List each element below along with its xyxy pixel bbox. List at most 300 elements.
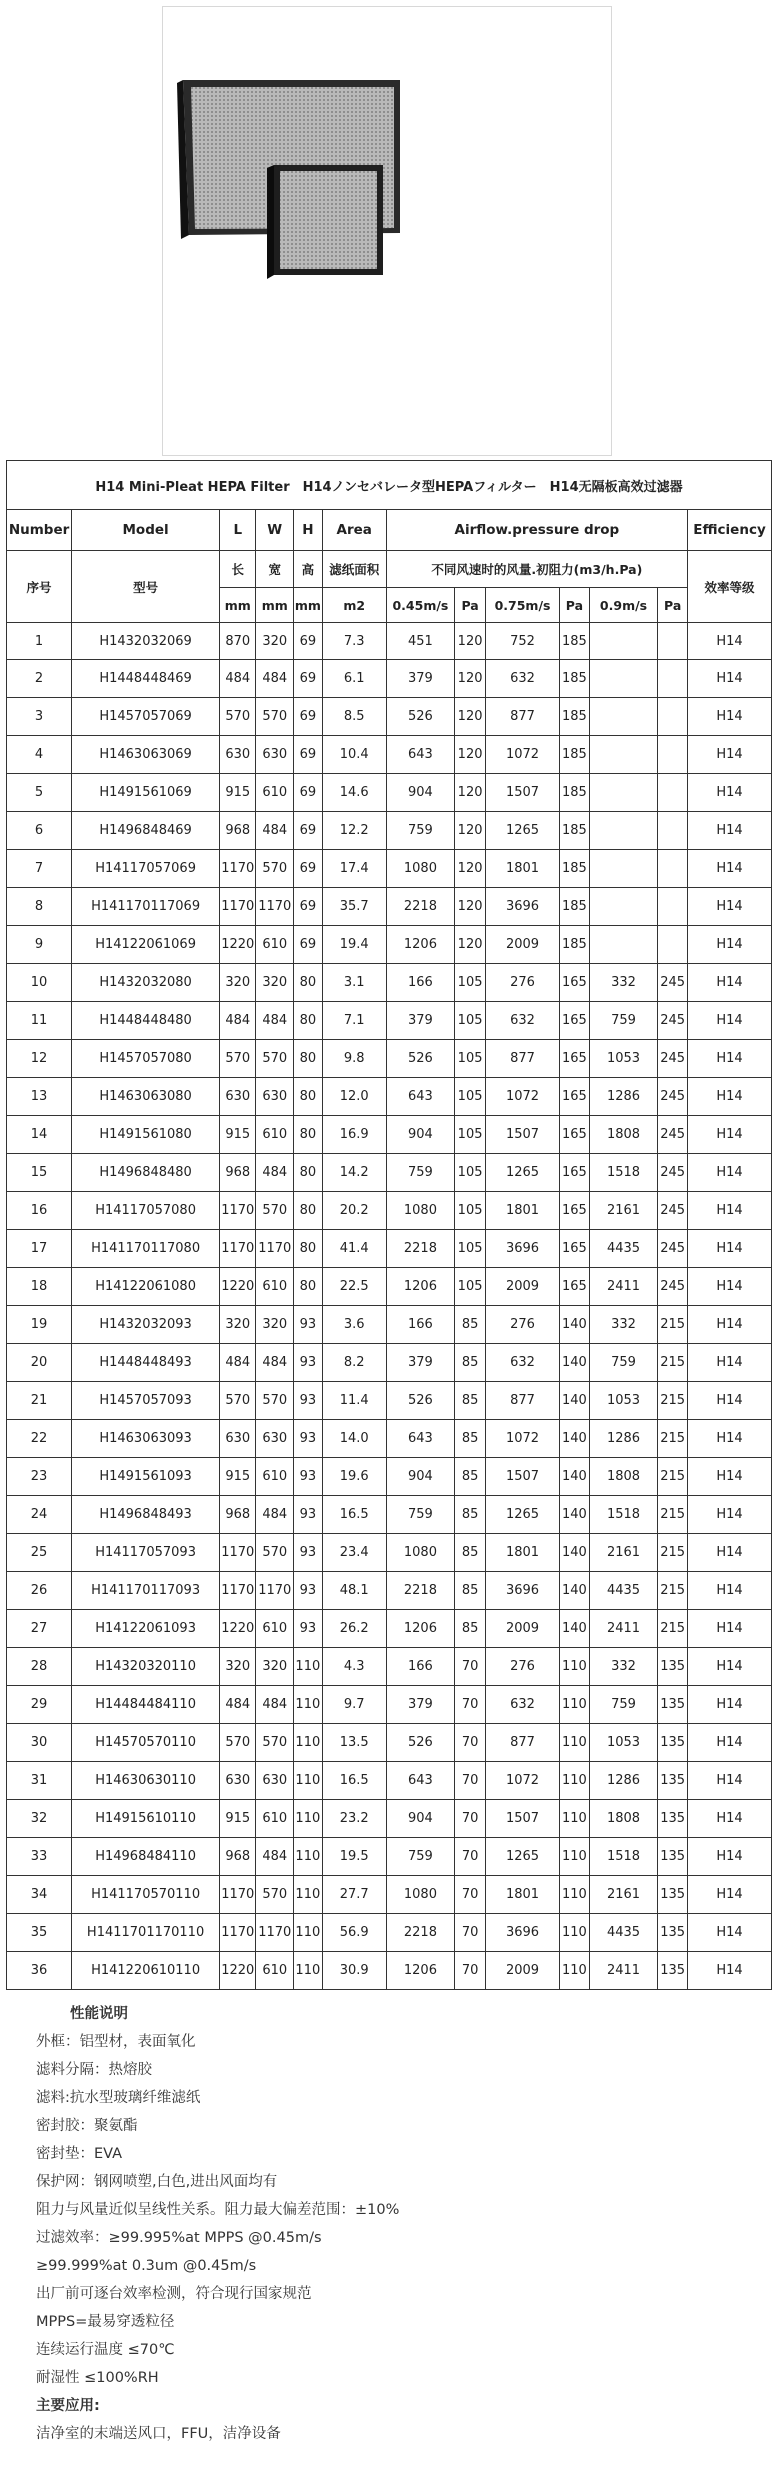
row-width: 1170	[256, 1230, 294, 1268]
row-flow-075: 276	[486, 1306, 560, 1344]
row-height: 80	[294, 1192, 323, 1230]
row-width: 570	[256, 1382, 294, 1420]
row-flow-075: 1265	[486, 1496, 560, 1534]
table-row	[7, 1116, 772, 1154]
row-model: H14122061069	[72, 926, 220, 964]
row-pa-09: 135	[658, 1800, 688, 1838]
row-length: 1220	[220, 1268, 256, 1306]
row-pa-075: 185	[560, 774, 590, 812]
row-pa-045: 85	[455, 1458, 486, 1496]
row-flow-045: 2218	[386, 1230, 454, 1268]
row-efficiency: H14	[688, 1420, 772, 1458]
row-model: H14117057080	[72, 1192, 220, 1230]
row-height: 93	[294, 1496, 323, 1534]
row-flow-045: 166	[386, 1648, 454, 1686]
row-pa-09: 135	[658, 1838, 688, 1876]
unit-pa-2: Pa	[560, 588, 590, 623]
row-flow-045: 166	[386, 1306, 454, 1344]
row-flow-045: 1206	[386, 1268, 454, 1306]
row-efficiency: H14	[688, 1344, 772, 1382]
row-flow-045: 526	[386, 698, 454, 736]
col-area: Area	[322, 510, 386, 551]
row-model: H1491561080	[72, 1116, 220, 1154]
row-area: 12.2	[322, 812, 386, 850]
col-eff-cn: 效率等级	[688, 551, 772, 623]
row-number: 21	[7, 1382, 72, 1420]
row-number: 27	[7, 1610, 72, 1648]
table-row	[7, 1230, 772, 1268]
row-flow-045: 379	[386, 1002, 454, 1040]
row-area: 12.0	[322, 1078, 386, 1116]
row-area: 9.8	[322, 1040, 386, 1078]
row-pa-075: 110	[560, 1762, 590, 1800]
row-pa-045: 105	[455, 1192, 486, 1230]
row-width: 630	[256, 1078, 294, 1116]
row-pa-045: 70	[455, 1838, 486, 1876]
row-flow-075: 2009	[486, 1268, 560, 1306]
row-area: 16.9	[322, 1116, 386, 1154]
row-number: 20	[7, 1344, 72, 1382]
row-flow-09: 759	[589, 1002, 657, 1040]
row-pa-09: 215	[658, 1610, 688, 1648]
row-width: 630	[256, 736, 294, 774]
row-number: 30	[7, 1724, 72, 1762]
row-flow-075: 1801	[486, 850, 560, 888]
row-number: 4	[7, 736, 72, 774]
row-model: H14122061093	[72, 1610, 220, 1648]
row-height: 80	[294, 1078, 323, 1116]
row-pa-09: 215	[658, 1306, 688, 1344]
row-pa-075: 185	[560, 926, 590, 964]
row-length: 1170	[220, 1876, 256, 1914]
row-width: 484	[256, 660, 294, 698]
row-length: 915	[220, 1116, 256, 1154]
row-pa-045: 120	[455, 660, 486, 698]
row-pa-09: 215	[658, 1572, 688, 1610]
row-width: 570	[256, 1192, 294, 1230]
row-pa-09: 215	[658, 1344, 688, 1382]
row-efficiency: H14	[688, 660, 772, 698]
row-pa-045: 85	[455, 1382, 486, 1420]
row-efficiency: H14	[688, 1762, 772, 1800]
row-pa-09	[658, 774, 688, 812]
row-number: 24	[7, 1496, 72, 1534]
row-flow-075: 877	[486, 1382, 560, 1420]
row-pa-075: 185	[560, 736, 590, 774]
row-model: H1491561093	[72, 1458, 220, 1496]
row-model: H14122061080	[72, 1268, 220, 1306]
row-height: 93	[294, 1610, 323, 1648]
row-pa-09: 245	[658, 1002, 688, 1040]
col-h: H	[294, 510, 323, 551]
row-pa-075: 165	[560, 964, 590, 1002]
row-height: 110	[294, 1686, 323, 1724]
row-efficiency: H14	[688, 1192, 772, 1230]
row-pa-09	[658, 888, 688, 926]
row-flow-045: 526	[386, 1724, 454, 1762]
row-width: 484	[256, 1496, 294, 1534]
row-area: 11.4	[322, 1382, 386, 1420]
row-area: 26.2	[322, 1610, 386, 1648]
row-flow-075: 3696	[486, 1572, 560, 1610]
row-flow-09: 332	[589, 1648, 657, 1686]
row-model: H1432032080	[72, 964, 220, 1002]
row-flow-075: 1507	[486, 774, 560, 812]
row-flow-075: 1072	[486, 736, 560, 774]
row-width: 610	[256, 1952, 294, 1990]
row-flow-09: 1518	[589, 1154, 657, 1192]
col-l: L	[220, 510, 256, 551]
row-area: 48.1	[322, 1572, 386, 1610]
row-flow-045: 2218	[386, 1572, 454, 1610]
row-pa-075: 110	[560, 1724, 590, 1762]
row-length: 968	[220, 1838, 256, 1876]
table-row	[7, 1534, 772, 1572]
row-efficiency: H14	[688, 1914, 772, 1952]
table-row	[7, 1002, 772, 1040]
row-flow-09: 2411	[589, 1610, 657, 1648]
row-pa-09: 215	[658, 1496, 688, 1534]
row-model: H1448448469	[72, 660, 220, 698]
row-flow-09: 4435	[589, 1914, 657, 1952]
note-line: 耐湿性 ≤100%RH	[36, 2370, 159, 2386]
note-line: ≥99.999%at 0.3um @0.45m/s	[36, 2258, 257, 2274]
table-row	[7, 1724, 772, 1762]
unit-pa-1: Pa	[455, 588, 486, 623]
row-efficiency: H14	[688, 1952, 772, 1990]
row-model: H1411701170110	[72, 1914, 220, 1952]
row-pa-045: 120	[455, 850, 486, 888]
row-efficiency: H14	[688, 1800, 772, 1838]
row-length: 484	[220, 1344, 256, 1382]
row-length: 630	[220, 736, 256, 774]
row-efficiency: H14	[688, 1838, 772, 1876]
row-efficiency: H14	[688, 1230, 772, 1268]
row-length: 968	[220, 812, 256, 850]
row-pa-09: 135	[658, 1686, 688, 1724]
note-line: 连续运行温度 ≤70℃	[36, 2342, 175, 2358]
row-flow-045: 1206	[386, 1610, 454, 1648]
row-flow-09	[589, 623, 657, 660]
row-width: 484	[256, 812, 294, 850]
row-height: 69	[294, 774, 323, 812]
row-area: 30.9	[322, 1952, 386, 1990]
table-title: H14 Mini-Pleat HEPA Filter H14ノンセバレータ型HEPAフィルター H14无隔板高效过滤器	[7, 461, 772, 510]
row-pa-075: 185	[560, 812, 590, 850]
row-length: 630	[220, 1762, 256, 1800]
row-flow-075: 3696	[486, 1230, 560, 1268]
table-row	[7, 1952, 772, 1990]
row-flow-09: 2411	[589, 1952, 657, 1990]
row-width: 630	[256, 1762, 294, 1800]
row-efficiency: H14	[688, 1154, 772, 1192]
row-number: 28	[7, 1648, 72, 1686]
row-flow-075: 276	[486, 1648, 560, 1686]
row-efficiency: H14	[688, 1876, 772, 1914]
row-flow-045: 904	[386, 1458, 454, 1496]
note-line: 阻力与风量近似呈线性关系。阻力最大偏差范围：±10%	[36, 2202, 400, 2218]
row-pa-09: 245	[658, 1078, 688, 1116]
row-number: 15	[7, 1154, 72, 1192]
row-width: 484	[256, 1002, 294, 1040]
table-row	[7, 964, 772, 1002]
table-row	[7, 1268, 772, 1306]
row-flow-09: 1286	[589, 1420, 657, 1458]
product-photo	[162, 6, 612, 456]
row-length: 320	[220, 964, 256, 1002]
row-flow-09	[589, 850, 657, 888]
row-height: 80	[294, 1116, 323, 1154]
row-length: 968	[220, 1154, 256, 1192]
row-length: 1220	[220, 926, 256, 964]
table-row	[7, 1686, 772, 1724]
row-flow-045: 166	[386, 964, 454, 1002]
row-pa-09: 135	[658, 1724, 688, 1762]
row-area: 6.1	[322, 660, 386, 698]
row-flow-045: 1206	[386, 1952, 454, 1990]
row-model: H1457057080	[72, 1040, 220, 1078]
row-pa-075: 140	[560, 1420, 590, 1458]
row-length: 915	[220, 1458, 256, 1496]
row-pa-075: 165	[560, 1268, 590, 1306]
table-row	[7, 1800, 772, 1838]
unit-pa-3: Pa	[658, 588, 688, 623]
row-pa-075: 140	[560, 1496, 590, 1534]
row-pa-075: 140	[560, 1382, 590, 1420]
row-area: 3.1	[322, 964, 386, 1002]
row-pa-045: 85	[455, 1496, 486, 1534]
row-pa-075: 165	[560, 1192, 590, 1230]
row-flow-09: 1518	[589, 1838, 657, 1876]
row-efficiency: H14	[688, 1002, 772, 1040]
row-efficiency: H14	[688, 1648, 772, 1686]
row-pa-09: 135	[658, 1648, 688, 1686]
col-airflow-cn: 不同风速时的风量.初阻力(m3/h.Pa)	[386, 551, 687, 588]
row-flow-075: 632	[486, 1002, 560, 1040]
row-flow-045: 379	[386, 1344, 454, 1382]
row-model: H1457057093	[72, 1382, 220, 1420]
row-flow-09	[589, 812, 657, 850]
hepa-filter-illustration	[163, 7, 611, 455]
row-efficiency: H14	[688, 1724, 772, 1762]
row-pa-075: 110	[560, 1876, 590, 1914]
table-row	[7, 736, 772, 774]
row-area: 23.4	[322, 1534, 386, 1572]
row-area: 19.5	[322, 1838, 386, 1876]
row-length: 1220	[220, 1952, 256, 1990]
row-width: 484	[256, 1838, 294, 1876]
note-line: 过滤效率：≥99.995%at MPPS @0.45m/s	[36, 2230, 322, 2246]
row-flow-09: 332	[589, 964, 657, 1002]
note-line: MPPS=最易穿透粒径	[36, 2314, 175, 2330]
row-number: 11	[7, 1002, 72, 1040]
table-row	[7, 1344, 772, 1382]
row-efficiency: H14	[688, 1686, 772, 1724]
row-pa-09	[658, 698, 688, 736]
row-pa-075: 185	[560, 850, 590, 888]
row-area: 7.1	[322, 1002, 386, 1040]
table-row	[7, 1306, 772, 1344]
row-height: 110	[294, 1724, 323, 1762]
row-efficiency: H14	[688, 1040, 772, 1078]
table-row	[7, 698, 772, 736]
row-width: 610	[256, 926, 294, 964]
row-pa-09	[658, 850, 688, 888]
row-flow-09: 4435	[589, 1572, 657, 1610]
row-flow-045: 643	[386, 736, 454, 774]
row-width: 484	[256, 1344, 294, 1382]
row-pa-045: 120	[455, 926, 486, 964]
row-pa-09: 135	[658, 1762, 688, 1800]
row-efficiency: H14	[688, 964, 772, 1002]
row-height: 93	[294, 1458, 323, 1496]
table-row	[7, 926, 772, 964]
row-pa-045: 70	[455, 1762, 486, 1800]
note-line: 滤料分隔：热熔胶	[36, 2062, 152, 2078]
row-model: H1448448493	[72, 1344, 220, 1382]
row-pa-075: 140	[560, 1306, 590, 1344]
row-efficiency: H14	[688, 812, 772, 850]
row-model: H14570570110	[72, 1724, 220, 1762]
row-number: 2	[7, 660, 72, 698]
row-flow-09	[589, 698, 657, 736]
row-number: 5	[7, 774, 72, 812]
note-line: 出厂前可逐台效率检测，符合现行国家规范	[36, 2286, 312, 2302]
row-flow-09: 4435	[589, 1230, 657, 1268]
row-pa-075: 165	[560, 1078, 590, 1116]
row-model: H141220610110	[72, 1952, 220, 1990]
row-flow-045: 904	[386, 1800, 454, 1838]
row-pa-09: 135	[658, 1952, 688, 1990]
row-flow-075: 2009	[486, 926, 560, 964]
row-pa-075: 110	[560, 1952, 590, 1990]
row-number: 22	[7, 1420, 72, 1458]
row-flow-075: 2009	[486, 1952, 560, 1990]
table-row	[7, 660, 772, 698]
row-pa-045: 70	[455, 1724, 486, 1762]
row-length: 320	[220, 1648, 256, 1686]
row-efficiency: H14	[688, 1116, 772, 1154]
table-row	[7, 623, 772, 660]
row-pa-075: 185	[560, 660, 590, 698]
row-height: 110	[294, 1838, 323, 1876]
row-flow-09: 2161	[589, 1534, 657, 1572]
row-area: 8.2	[322, 1344, 386, 1382]
row-length: 1170	[220, 888, 256, 926]
application-heading: 主要应用:	[36, 2398, 100, 2414]
row-pa-045: 105	[455, 1002, 486, 1040]
row-model: H1432032069	[72, 623, 220, 660]
row-pa-075: 110	[560, 1800, 590, 1838]
row-efficiency: H14	[688, 736, 772, 774]
row-model: H141170117069	[72, 888, 220, 926]
row-model: H1463063080	[72, 1078, 220, 1116]
row-flow-045: 526	[386, 1382, 454, 1420]
row-area: 20.2	[322, 1192, 386, 1230]
row-number: 10	[7, 964, 72, 1002]
row-flow-09: 1286	[589, 1762, 657, 1800]
row-flow-045: 759	[386, 1496, 454, 1534]
col-model: Model	[72, 510, 220, 551]
row-width: 570	[256, 1534, 294, 1572]
row-model: H1432032093	[72, 1306, 220, 1344]
row-number: 23	[7, 1458, 72, 1496]
row-number: 18	[7, 1268, 72, 1306]
row-height: 69	[294, 850, 323, 888]
row-pa-045: 120	[455, 812, 486, 850]
row-width: 484	[256, 1154, 294, 1192]
row-flow-09	[589, 888, 657, 926]
unit-mm-h: mm	[294, 588, 323, 623]
row-number: 3	[7, 698, 72, 736]
row-width: 320	[256, 1306, 294, 1344]
row-flow-09: 759	[589, 1686, 657, 1724]
row-flow-045: 759	[386, 812, 454, 850]
row-pa-075: 165	[560, 1116, 590, 1154]
table-row	[7, 1838, 772, 1876]
row-flow-045: 379	[386, 1686, 454, 1724]
row-number: 33	[7, 1838, 72, 1876]
row-flow-09: 1808	[589, 1116, 657, 1154]
row-flow-075: 1507	[486, 1116, 560, 1154]
row-flow-09: 759	[589, 1344, 657, 1382]
row-flow-045: 759	[386, 1154, 454, 1192]
row-model: H141170117080	[72, 1230, 220, 1268]
row-height: 69	[294, 888, 323, 926]
row-flow-075: 1072	[486, 1078, 560, 1116]
row-height: 69	[294, 660, 323, 698]
table-row	[7, 1420, 772, 1458]
row-flow-09	[589, 926, 657, 964]
row-flow-045: 904	[386, 1116, 454, 1154]
spec-table-body	[7, 623, 772, 1990]
row-number: 31	[7, 1762, 72, 1800]
row-pa-075: 185	[560, 698, 590, 736]
row-pa-09	[658, 623, 688, 660]
row-width: 484	[256, 1686, 294, 1724]
row-flow-045: 2218	[386, 1914, 454, 1952]
row-pa-075: 140	[560, 1458, 590, 1496]
row-flow-045: 379	[386, 660, 454, 698]
row-model: H141170570110	[72, 1876, 220, 1914]
row-length: 870	[220, 623, 256, 660]
col-h-cn: 高	[294, 551, 323, 588]
row-flow-075: 1507	[486, 1458, 560, 1496]
row-flow-09	[589, 660, 657, 698]
application-text: 洁净室的末端送风口，FFU，洁净设备	[36, 2426, 281, 2442]
row-efficiency: H14	[688, 888, 772, 926]
row-pa-045: 120	[455, 623, 486, 660]
row-height: 110	[294, 1648, 323, 1686]
row-pa-075: 140	[560, 1534, 590, 1572]
row-height: 80	[294, 1268, 323, 1306]
note-line: 密封垫：EVA	[36, 2146, 123, 2162]
row-height: 110	[294, 1762, 323, 1800]
row-efficiency: H14	[688, 1382, 772, 1420]
row-flow-045: 451	[386, 623, 454, 660]
row-flow-045: 1206	[386, 926, 454, 964]
row-flow-075: 752	[486, 623, 560, 660]
row-flow-075: 877	[486, 698, 560, 736]
row-pa-075: 165	[560, 1154, 590, 1192]
row-width: 570	[256, 1040, 294, 1078]
row-flow-075: 1265	[486, 1154, 560, 1192]
row-efficiency: H14	[688, 623, 772, 660]
row-pa-075: 110	[560, 1914, 590, 1952]
row-flow-09: 1286	[589, 1078, 657, 1116]
row-flow-045: 2218	[386, 888, 454, 926]
row-height: 93	[294, 1420, 323, 1458]
